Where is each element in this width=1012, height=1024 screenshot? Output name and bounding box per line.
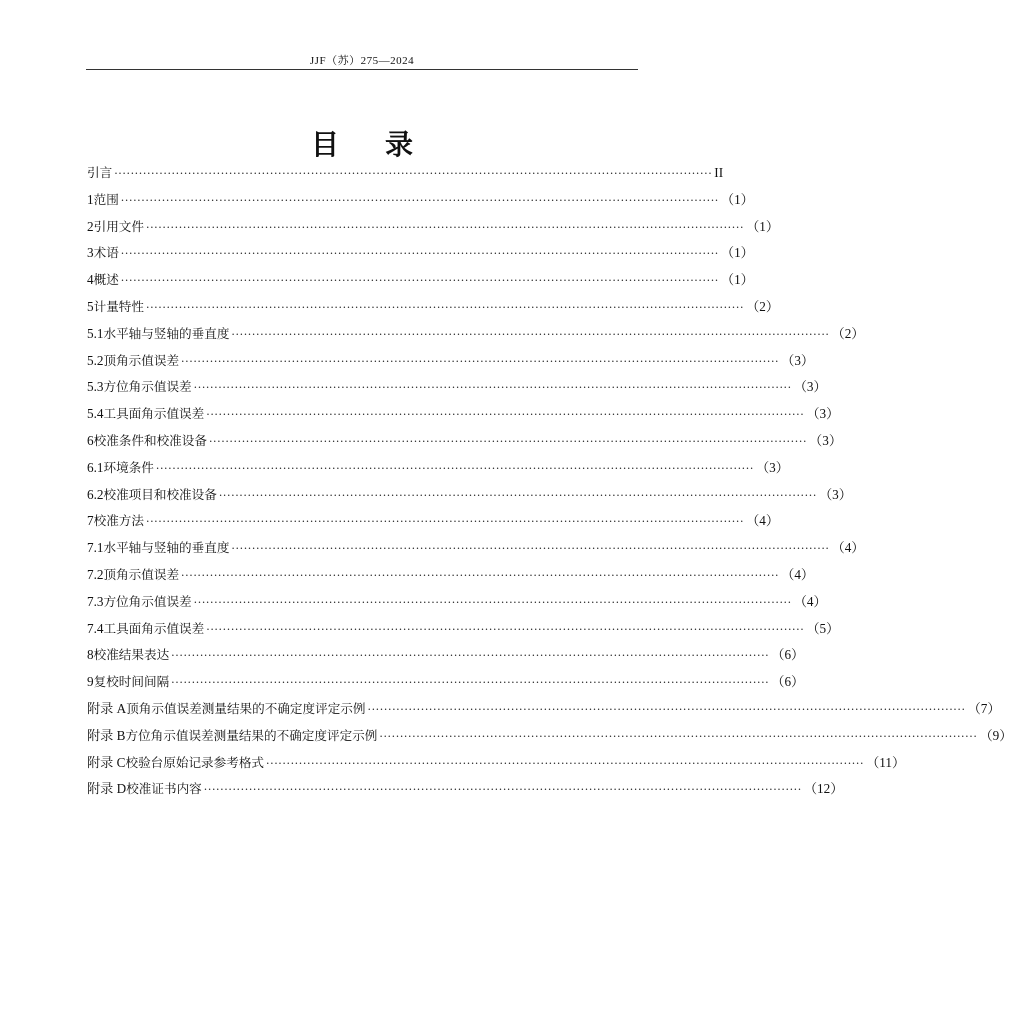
toc-dot-leader: ·················································································································································· xyxy=(120,193,719,207)
toc-dot-leader: ·················································································································································· xyxy=(203,783,802,797)
toc-entry-page: （1） xyxy=(720,272,754,288)
toc-dot-leader: ·················································································································································· xyxy=(181,354,780,368)
toc-entry-number: 附录 B xyxy=(87,727,126,743)
toc-entry-page: （6） xyxy=(771,674,805,690)
toc-entry-page: （3） xyxy=(806,406,840,422)
toc-dot-leader: ·················································································································································· xyxy=(120,247,719,261)
toc-entry-page: （2） xyxy=(831,325,865,341)
toc-entry-page: （5） xyxy=(806,620,840,636)
table-of-contents xyxy=(87,162,1012,805)
toc-entry[interactable] xyxy=(87,725,1012,752)
toc-entry-page: （1） xyxy=(720,245,754,261)
toc-entry-number: 1 xyxy=(87,191,94,207)
toc-entry-number: 5.2 xyxy=(87,352,104,368)
toc-entry[interactable] xyxy=(87,644,805,671)
toc-entry[interactable] xyxy=(87,752,906,779)
toc-dot-leader: ·················································································································································· xyxy=(181,568,780,582)
toc-entry-number: 附录 D xyxy=(87,781,127,797)
toc-entry-number: 6 xyxy=(87,432,94,448)
toc-entry-number: 7 xyxy=(87,513,94,529)
toc-entry-page: （12） xyxy=(803,781,844,797)
toc-entry-title: 顶角示值误差 xyxy=(103,566,180,582)
toc-entry-title: 术语 xyxy=(93,245,119,261)
toc-entry-number: 附录 A xyxy=(87,700,127,716)
toc-entry-number: 6.2 xyxy=(87,486,104,502)
toc-entry-page: （11） xyxy=(866,754,906,770)
toc-dot-leader: ·················································································································································· xyxy=(114,167,713,180)
toc-entry-title: 引言 xyxy=(87,165,113,180)
toc-entry[interactable] xyxy=(87,564,815,591)
toc-entry[interactable] xyxy=(87,189,754,216)
toc-dot-leader: ·················································································································································· xyxy=(120,274,719,288)
toc-entry[interactable] xyxy=(87,216,780,243)
toc-entry-page: （2） xyxy=(746,298,780,314)
toc-entry[interactable] xyxy=(87,618,840,645)
toc-entry-title: 工具面角示值误差 xyxy=(103,406,205,422)
toc-dot-leader: ·················································································································································· xyxy=(206,408,805,422)
toc-entry-page: （4） xyxy=(781,566,815,582)
toc-entry-page: （4） xyxy=(793,593,827,609)
toc-entry[interactable] xyxy=(87,778,844,805)
toc-entry[interactable] xyxy=(87,671,805,698)
toc-entry-title: 顶角示值误差 xyxy=(103,352,180,368)
toc-entry-title: 复校时间间隔 xyxy=(93,674,170,690)
toc-entry-page: （3） xyxy=(781,352,815,368)
toc-dot-leader: ·················································································································································· xyxy=(218,488,817,502)
toc-dot-leader: ·················································································································································· xyxy=(367,702,966,716)
toc-entry-number: 7.1 xyxy=(87,540,104,556)
toc-entry[interactable] xyxy=(87,430,843,457)
toc-entry-title: 方位角示值误差 xyxy=(103,379,192,395)
toc-entry[interactable] xyxy=(87,484,852,511)
toc-entry-title: 工具面角示值误差 xyxy=(103,620,205,636)
toc-entry-number: 9 xyxy=(87,674,94,690)
toc-entry-page: （9） xyxy=(979,727,1012,743)
toc-entry-title: 方位角示值误差 xyxy=(103,593,192,609)
toc-entry-title: 引用文件 xyxy=(93,218,144,234)
toc-entry-page: （3） xyxy=(818,486,852,502)
toc-entry[interactable] xyxy=(87,350,815,377)
toc-dot-leader: ·················································································································································· xyxy=(266,756,865,770)
toc-entry-page: （3） xyxy=(793,379,827,395)
toc-entry-number: 5.4 xyxy=(87,406,104,422)
toc-entry-number: 5.3 xyxy=(87,379,104,395)
toc-dot-leader: ·················································································································································· xyxy=(208,434,808,448)
toc-entry-title: 校验台原始记录参考格式 xyxy=(125,754,264,770)
toc-entry-number: 7.3 xyxy=(87,593,104,609)
toc-entry-title: 范围 xyxy=(93,191,119,207)
toc-entry-number: 6.1 xyxy=(87,459,104,475)
toc-entry-page: （3） xyxy=(755,459,789,475)
header-rule xyxy=(86,69,638,70)
toc-entry-page: （6） xyxy=(771,647,805,663)
toc-entry-title: 校准方法 xyxy=(93,513,144,529)
toc-entry[interactable] xyxy=(87,162,724,189)
toc-dot-leader: ·················································································································································· xyxy=(145,220,745,234)
toc-entry-title: 概述 xyxy=(93,272,119,288)
toc-dot-leader: ·················································································································································· xyxy=(145,300,745,314)
toc-entry-title: 水平轴与竖轴的垂直度 xyxy=(103,540,230,556)
toc-entry[interactable] xyxy=(87,296,780,323)
toc-entry[interactable] xyxy=(87,403,840,430)
toc-entry-page: （4） xyxy=(831,540,865,556)
toc-entry-title: 水平轴与竖轴的垂直度 xyxy=(103,325,230,341)
toc-entry-number: 8 xyxy=(87,647,94,663)
toc-dot-leader: ·················································································································································· xyxy=(171,649,770,663)
toc-entry-title: 顶角示值误差测量结果的不确定度评定示例 xyxy=(126,700,366,716)
toc-entry-title: 校准结果表达 xyxy=(93,647,170,663)
toc-entry-number: 7.2 xyxy=(87,566,104,582)
toc-entry-number: 7.4 xyxy=(87,620,104,636)
toc-entry-title: 校准条件和校准设备 xyxy=(93,432,207,448)
toc-entry-page: （7） xyxy=(967,700,1001,716)
toc-entry-number: 2 xyxy=(87,218,94,234)
toc-dot-leader: ·················································································································································· xyxy=(206,622,805,636)
toc-entry-title: 校准证书内容 xyxy=(126,781,202,797)
toc-entry-number: 5 xyxy=(87,298,94,314)
toc-dot-leader: ·················································································································································· xyxy=(193,381,792,395)
toc-entry[interactable] xyxy=(87,323,865,350)
toc-entry[interactable] xyxy=(87,457,789,484)
page-title: 目录 xyxy=(310,127,459,161)
toc-dot-leader: ·················································································································································· xyxy=(193,595,792,609)
toc-dot-leader: ·················································································································································· xyxy=(231,542,830,556)
toc-entry-title: 方位角示值误差测量结果的不确定度评定示例 xyxy=(125,727,378,743)
toc-entry-number: 附录 C xyxy=(87,754,126,770)
toc-entry[interactable] xyxy=(87,242,754,269)
toc-entry-page: （3） xyxy=(809,432,843,448)
toc-entry-number: 4 xyxy=(87,272,94,288)
toc-dot-leader: ·················································································································································· xyxy=(155,461,754,475)
toc-dot-leader: ·················································································································································· xyxy=(231,327,830,341)
toc-entry[interactable] xyxy=(87,591,827,618)
toc-entry-page: II xyxy=(714,165,724,180)
toc-dot-leader: ·················································································································································· xyxy=(171,676,770,690)
toc-entry[interactable] xyxy=(87,269,754,296)
toc-entry-title: 计量特性 xyxy=(93,298,144,314)
toc-entry[interactable] xyxy=(87,510,780,537)
toc-entry-title: 校准项目和校准设备 xyxy=(103,486,217,502)
toc-entry-page: （1） xyxy=(720,191,754,207)
toc-entry-page: （4） xyxy=(746,513,780,529)
toc-entry-title: 环境条件 xyxy=(103,459,154,475)
toc-entry-page: （1） xyxy=(746,218,780,234)
toc-entry-number: 5.1 xyxy=(87,325,104,341)
toc-entry[interactable] xyxy=(87,537,865,564)
toc-entry[interactable] xyxy=(87,698,1001,725)
toc-dot-leader: ·················································································································································· xyxy=(379,729,978,743)
toc-dot-leader: ·················································································································································· xyxy=(145,515,745,529)
page-header-code: JJF（苏）275—2024 xyxy=(309,55,415,67)
toc-entry[interactable] xyxy=(87,376,827,403)
toc-entry-number: 3 xyxy=(87,245,94,261)
